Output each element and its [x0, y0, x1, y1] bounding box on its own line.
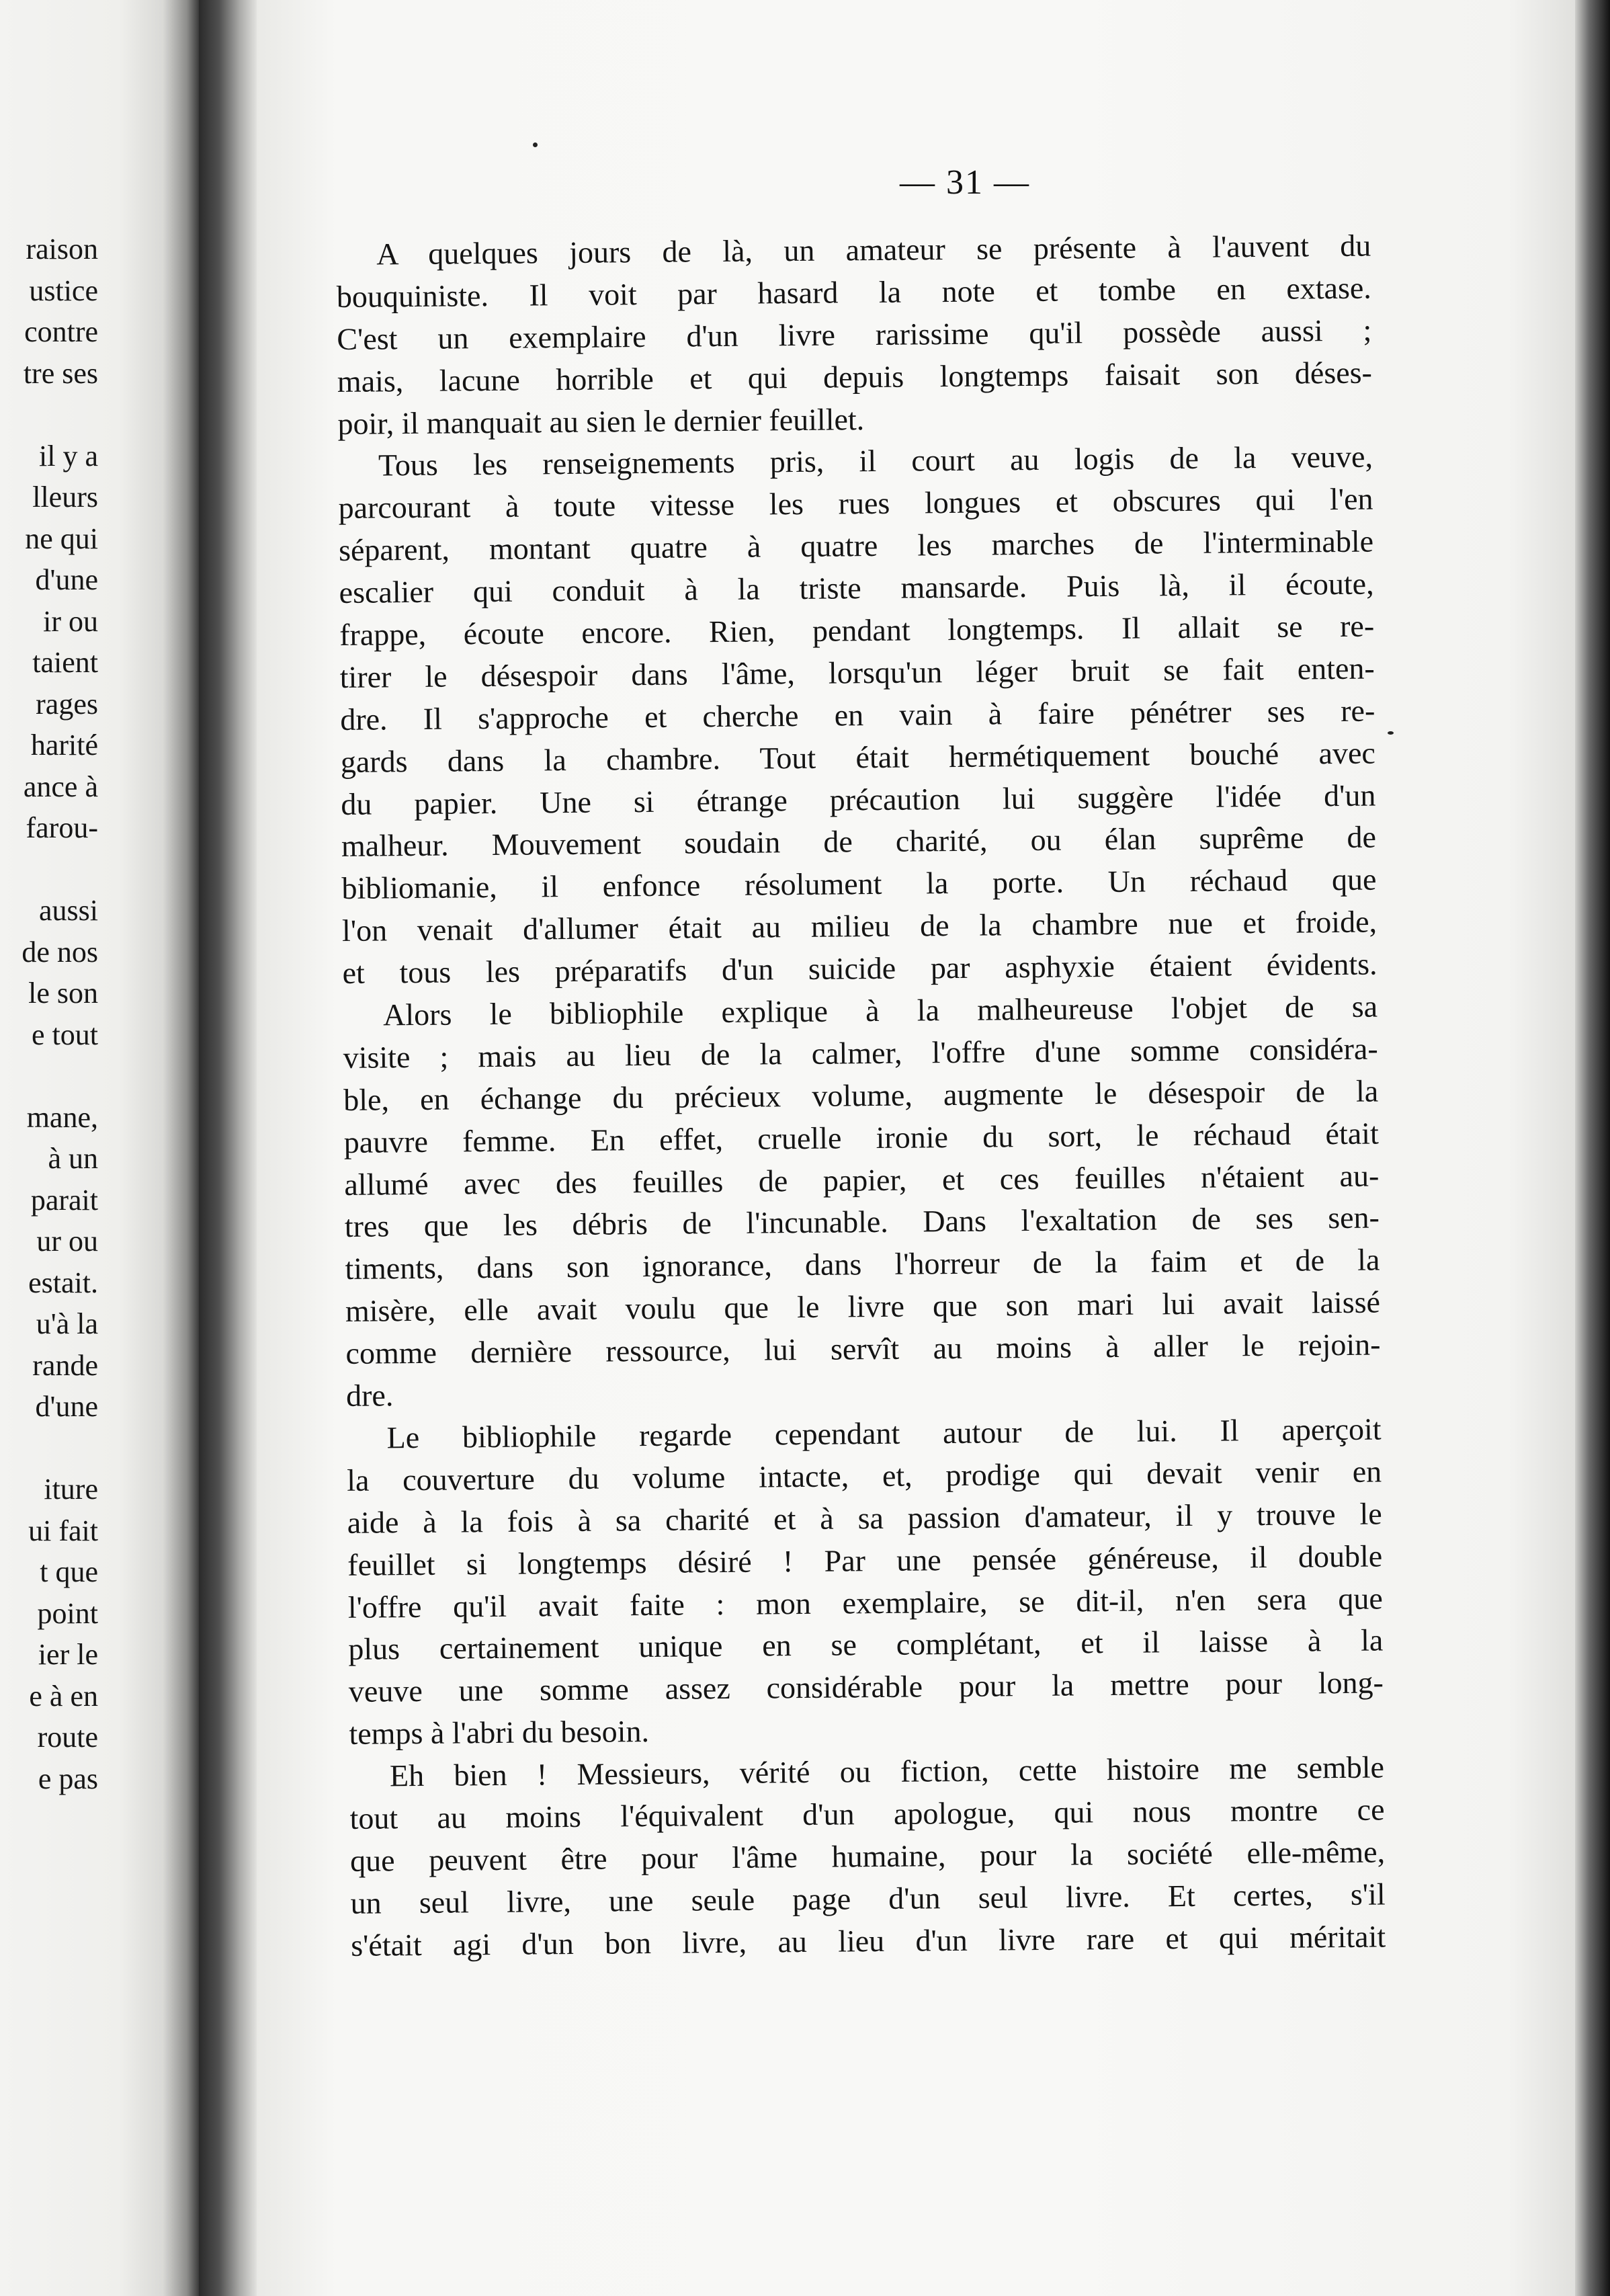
- text-line: s'était agi d'un bon livre, au lieu d'un livre rare et qui méritait: [350, 1919, 1386, 1963]
- previous-page-line: de nos: [22, 935, 98, 969]
- text-line: malheur. Mouvement soudain de charité, ou élan suprême de: [341, 819, 1377, 864]
- previous-page-line: ustice: [29, 274, 98, 307]
- previous-page-line: e pas: [38, 1762, 98, 1795]
- previous-page-line: iture: [44, 1473, 98, 1506]
- previous-page-line: ur ou: [36, 1225, 98, 1258]
- text-line: comme dernière ressource, lui servît au moins à aller le rejoin-: [345, 1327, 1381, 1371]
- text-line: allumé avec des feuilles de papier, et ces feuilles n'étaient au-: [344, 1158, 1380, 1202]
- previous-page-line: tre ses: [23, 356, 98, 390]
- text-line: Le bibliophile regarde cependant autour de lui. Il aperçoit: [386, 1411, 1382, 1455]
- previous-page-line: d'une: [35, 563, 98, 596]
- text-line: l'offre qu'il avait faite : mon exemplaire, se dit-il, n'en sera que: [347, 1580, 1383, 1625]
- previous-page-line: contre: [24, 315, 98, 348]
- text-line: séparent, montant quatre à quatre les marches de l'interminable: [338, 524, 1374, 568]
- previous-page-line: aussi: [39, 894, 98, 927]
- text-line: aide à la fois à sa charité et à sa passion d'amateur, il y trouve le: [347, 1496, 1382, 1540]
- text-line: bouquiniste. Il voit par hasard la note et tombe en extase.: [336, 270, 1371, 314]
- text-line: que peuvent être pour l'âme humaine, pour la société elle-même,: [349, 1834, 1386, 1878]
- text-line: dre.: [345, 1378, 394, 1413]
- previous-page-line: il y a: [39, 439, 98, 473]
- text-line: Eh bien ! Messieurs, vérité ou fiction, cette histoire me semble: [389, 1750, 1385, 1793]
- text-line: du papier. Une si étrange précaution lui suggère l'idée d'un: [341, 778, 1376, 821]
- previous-page-line: harité: [30, 729, 98, 762]
- text-line: tirer le désespoir dans l'âme, lorsqu'un léger bruit se fait enten-: [339, 651, 1375, 694]
- text-line: C'est un exemplaire d'un livre rarissime qu'il possède aussi ;: [337, 313, 1372, 356]
- previous-page-line: estait.: [28, 1266, 98, 1299]
- text-line: un seul livre, une seule page d'un seul livre. Et certes, s'il: [350, 1877, 1386, 1920]
- ink-speck: [1388, 731, 1394, 735]
- previous-page-line: [22, 394, 98, 436]
- page-edge-shadow: [1575, 0, 1610, 2296]
- previous-page-line: d'une: [35, 1390, 98, 1423]
- ink-speck: [533, 142, 538, 147]
- previous-page-line: e à en: [29, 1679, 98, 1713]
- previous-page-line: taient: [32, 646, 98, 679]
- page-number: — 31 —: [900, 163, 1030, 202]
- previous-page-line: ance à: [23, 770, 98, 803]
- text-line: mais, lacune horrible et qui depuis longtemps faisait son déses-: [337, 355, 1373, 399]
- previous-page-line: [22, 1428, 98, 1469]
- previous-page-line: ir ou: [43, 604, 98, 638]
- previous-page-line: e tout: [32, 1018, 98, 1051]
- page-body-text: [336, 225, 1386, 1967]
- previous-page-line: le son: [28, 977, 98, 1010]
- text-line: feuillet si longtemps désiré ! Par une pensée généreuse, il double: [347, 1539, 1383, 1582]
- text-line: tres que les débris de l'incunable. Dans l'exaltation de ses sen-: [344, 1200, 1380, 1244]
- previous-page-line: mane,: [26, 1100, 98, 1134]
- page: [257, 0, 1575, 2296]
- text-line: A quelques jours de là, un amateur se présente à l'auvent du: [376, 228, 1371, 272]
- previous-page-line: t que: [40, 1555, 98, 1588]
- previous-page-line: parait: [30, 1183, 98, 1217]
- text-line: pauvre femme. En effet, cruelle ironie du sort, le réchaud était: [343, 1116, 1379, 1159]
- text-line: timents, dans son ignorance, dans l'horreur de la faim et de la: [345, 1242, 1380, 1286]
- text-line: et tous les préparatifs d'un suicide par asphyxie étaient évidents.: [342, 946, 1378, 991]
- previous-page-line: u'à la: [36, 1307, 98, 1340]
- previous-page-line: farou-: [26, 811, 98, 844]
- text-line: visite ; mais au lieu de la calmer, l'offre d'une somme considéra-: [343, 1031, 1378, 1075]
- text-line: misère, elle avait voulu que le livre que son mari lui avait laissé: [345, 1284, 1381, 1329]
- text-line: poir, il manquait au sien le dernier feuillet.: [337, 401, 865, 441]
- previous-page-fragment: [0, 0, 199, 2296]
- text-line: ble, en échange du précieux volume, augmente le désespoir de la: [343, 1073, 1379, 1117]
- text-line: gards dans la chambre. Tout était hermétiquement bouché avec: [340, 735, 1376, 779]
- text-line: plus certainement unique en se complétant, et il laisse à la: [348, 1623, 1384, 1667]
- previous-page-line: [22, 1055, 98, 1097]
- previous-page-text: [22, 229, 98, 1799]
- text-line: escalier qui conduit à la triste mansarde. Puis là, il écoute,: [339, 566, 1374, 610]
- text-line: bibliomanie, il enfonce résolument la porte. Un réchaud que: [341, 862, 1377, 906]
- previous-page-line: ne qui: [25, 522, 98, 555]
- text-line: frappe, écoute encore. Rien, pendant longtemps. Il allait se re-: [339, 608, 1375, 652]
- text-line: Alors le bibliophile explique à la malheureuse l'objet de sa: [382, 989, 1378, 1032]
- book-gutter: [199, 0, 257, 2296]
- previous-page-line: lleurs: [32, 481, 98, 514]
- previous-page-line: [22, 849, 98, 891]
- previous-page-line: raison: [26, 233, 98, 265]
- text-line: dre. Il s'approche et cherche en vain à faire pénétrer ses re-: [340, 693, 1375, 737]
- previous-page-line: rages: [36, 687, 98, 721]
- previous-page-line: à un: [48, 1142, 98, 1175]
- previous-page-line: point: [37, 1596, 98, 1630]
- text-line: l'on venait d'allumer était au milieu de la chambre nue et froide,: [341, 904, 1378, 948]
- text-line: tout au moins l'équivalent d'un apologue, qui nous montre ce: [349, 1792, 1385, 1836]
- previous-page-line: ui fait: [28, 1514, 98, 1547]
- previous-page-line: route: [37, 1721, 98, 1754]
- text-line: temps à l'abri du besoin.: [349, 1714, 650, 1752]
- previous-page-line: rande: [32, 1348, 98, 1382]
- previous-page-line: ier le: [38, 1638, 98, 1671]
- text-line: Tous les renseignements pris, il court au logis de la veuve,: [378, 440, 1373, 483]
- text-line: veuve une somme assez considérable pour la mettre pour long-: [348, 1665, 1384, 1709]
- text-line: la couverture du volume intacte, et, prodige qui devait venir en: [346, 1454, 1382, 1498]
- text-line: parcourant à toute vitesse les rues longues et obscures qui l'en: [338, 481, 1373, 526]
